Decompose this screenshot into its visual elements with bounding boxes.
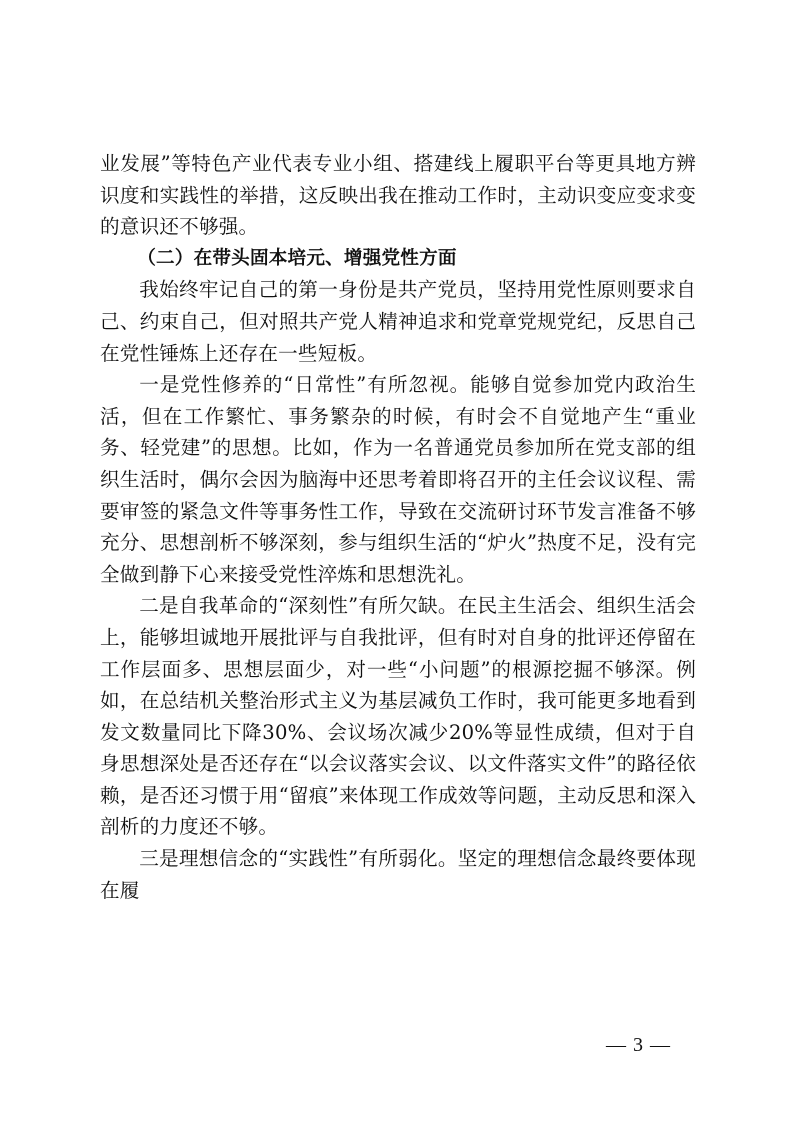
page-number: — 3 — bbox=[606, 1034, 671, 1056]
paragraph-intro: 我始终牢记自己的第一身份是共产党员，坚持用党性原则要求自己、约束自己，但对照共产党人精神追求和党章党规党纪，反思自己在党性锤炼上还存在一些短板。 bbox=[100, 278, 696, 365]
section-heading: （二）在带头固本培元、增强党性方面 bbox=[137, 247, 457, 269]
paragraph-point-two: 二是自我革命的“深刻性”有所欠缺。在民主生活会、组织生活会上，能够坦诚地开展批评与自我批评，但有时对自身的批评还停留在工作层面多、思想层面少，对一些“小问题”的根源挖掘不够深。例如，在总结机关整治形式主义为基层减负工作时，我可能更多地看到发文数量同比下降30%、会议场次减少20%等显性成绩，但对于自身思想深处是否还存在“以会议落实会议、以文件落实文件”的路径依赖，是否还习惯于用“留痕”来体现工作成效等问题，主动反思和深入剖析的力度还不够。 bbox=[100, 594, 696, 839]
paragraph-continuation: 业发展”等特色产业代表专业小组、搭建线上履职平台等更具地方辨识度和实践性的举措，这反映出我在推动工作时，主动识变应变求变的意识还不够强。 bbox=[100, 152, 696, 239]
paragraph-point-three: 三是理想信念的“实践性”有所弱化。坚定的理想信念最终要体现在履 bbox=[100, 847, 696, 902]
paragraph-point-one: 一是党性修养的“日常性”有所忽视。能够自觉参加党内政治生活，但在工作繁忙、事务繁杂的时候，有时会不自觉地产生“重业务、轻党建”的思想。比如，作为一名普通党员参加所在党支部的组织生活时，偶尔会因为脑海中还思考着即将召开的主任会议议程、需要审签的紧急文件等事务性工作，导致在交流研讨环节发言准备不够充分、思想剖析不够深刻，参与组织生活的“炉火”热度不足，没有完全做到静下心来接受党性淬炼和思想洗礼。 bbox=[100, 373, 696, 586]
body-text bbox=[100, 148, 696, 906]
